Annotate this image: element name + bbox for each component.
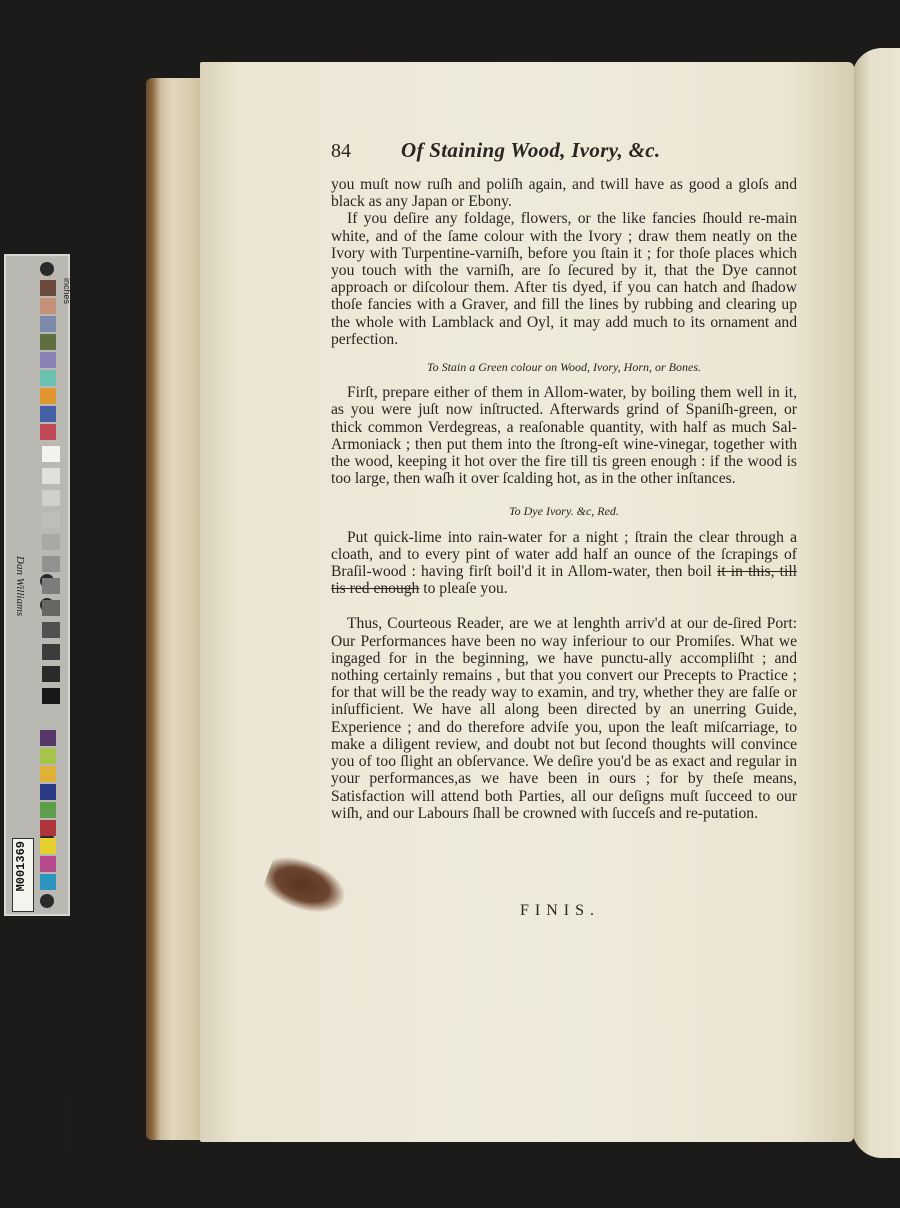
color-swatch — [40, 334, 56, 350]
target-brand: Dan Williams — [14, 556, 26, 617]
color-swatch — [40, 730, 56, 746]
color-swatch — [40, 370, 56, 386]
target-dot-icon — [40, 262, 54, 276]
finis: FINIS. — [520, 902, 601, 919]
page-text — [331, 138, 798, 822]
paragraph-2: If you deſire any foldage, flowers, or the like fancies ſhould re-main white, and of the ſame colour with the Ivory ; draw them neatly on the Ivory with Turpentine-varniſh, before you ſtain it ; for thoſe places which you touch with the varniſh, are ſo ſecured by it, that the Dye cannot approach or diſcolour them. After tis dyed, if you can hatch and ſhadow thoſe fancies with a Graver, and fill the lines by rubbing and clearing up the whole with Lamblack and Oyl, it may add much to its ornament and perfection. — [331, 210, 797, 348]
target-dot-icon — [40, 894, 54, 908]
gray-swatch — [42, 468, 60, 484]
gray-swatch — [42, 622, 60, 638]
color-swatch — [40, 766, 56, 782]
color-swatch — [40, 316, 56, 332]
page-header — [331, 138, 797, 176]
gray-swatch — [42, 644, 60, 660]
gray-swatch — [42, 556, 60, 572]
color-swatch — [40, 388, 56, 404]
gray-swatch — [42, 688, 60, 704]
color-swatch — [40, 748, 56, 764]
color-swatch — [40, 352, 56, 368]
paragraph-4-end: to pleaſe you. — [423, 580, 508, 598]
color-swatch — [40, 820, 56, 836]
color-swatch — [40, 280, 56, 296]
paragraph-1: you muſt now ruſh and poliſh again, and twill have as good a gloſs and black as any Japan or Ebony. — [331, 176, 797, 211]
gray-swatch — [42, 578, 60, 594]
paragraph-3: Firſt, prepare either of them in Allom-water, by boiling them well in it, as you were juſt now inſtructed. Afterwards grind of Spaniſh-green, or thick common Verdegreas, a reaſonable quantity, with half as much Sal-Armoniack ; then put them into the ſtrong-eſt wine-vinegar, together with the wood, keeping it hot over the fire till tis green enough : if the wood is too large, then waſh it over ſcalding hot, as in the other inſtances. — [331, 384, 797, 488]
color-swatch — [40, 424, 56, 440]
paragraph-4-start: Put quick-lime into rain-water for a night ; ſtrain the clear through a cloath, and to every pint of water add half an ounce of the ſcrapings of Braſil-wood : having firſt boil'd it in Allom-water, then boil — [331, 528, 797, 581]
color-swatch — [40, 874, 56, 890]
paragraph-4-struck: it in this, till tis red enough — [331, 563, 798, 598]
inches-label: inches — [62, 278, 72, 305]
running-title: Of Staining Wood, Ivory, &c. — [401, 138, 661, 162]
color-swatch — [40, 838, 56, 854]
facing-page-edge — [852, 48, 900, 1158]
item-id: M001369 — [14, 841, 28, 892]
paragraph-5: Thus, Courteous Reader, are we at lenghth arriv'd at our de-ſired Port: Our Performances have been no way inferiour to our Promiſes. What we ingaged for in the beginning, we have punctu-ally accompliſht ; and nothing certainly remains , but that you convert our Precepts to Practice ; for that will be the ready way to examin, and try, whether they are falſe or inſufficient. We have all along been directed by an unerring Guide, Experience ; and do therefore adviſe you, upon the leaſt miſcarriage, to make a diligent review, and doubt not but ſecond thoughts will convince you of too ſlight an obſervance. We deſire you'd be as exact and regular in your performances,as we have been in ours ; for by theſe means, Satisfaction will attend both Parties, all our deſigns muſt ſucceed to our wiſh, and our Labours ſhall be crowned with ſucceſs and re-putation. — [331, 615, 797, 822]
page-number: 84 — [331, 140, 351, 162]
centimeters-label: centimeters — [62, 1102, 72, 1149]
color-calibration-target — [4, 254, 72, 1149]
gray-swatch — [42, 446, 60, 462]
gray-swatch — [42, 490, 60, 506]
color-swatch — [40, 406, 56, 422]
id-label-box — [12, 838, 34, 912]
paragraph-4 — [331, 529, 797, 598]
gray-swatch — [42, 512, 60, 528]
color-swatch — [40, 298, 56, 314]
color-swatch — [40, 784, 56, 800]
section-heading-green: To Stain a Green colour on Wood, Ivory, Horn, or Bones. — [427, 360, 701, 375]
gray-swatch — [42, 600, 60, 616]
color-swatch — [40, 802, 56, 818]
color-swatch — [40, 856, 56, 872]
gray-swatch — [42, 666, 60, 682]
section-heading-red: To Dye Ivory. &c, Red. — [509, 504, 619, 519]
gray-swatch — [42, 534, 60, 550]
